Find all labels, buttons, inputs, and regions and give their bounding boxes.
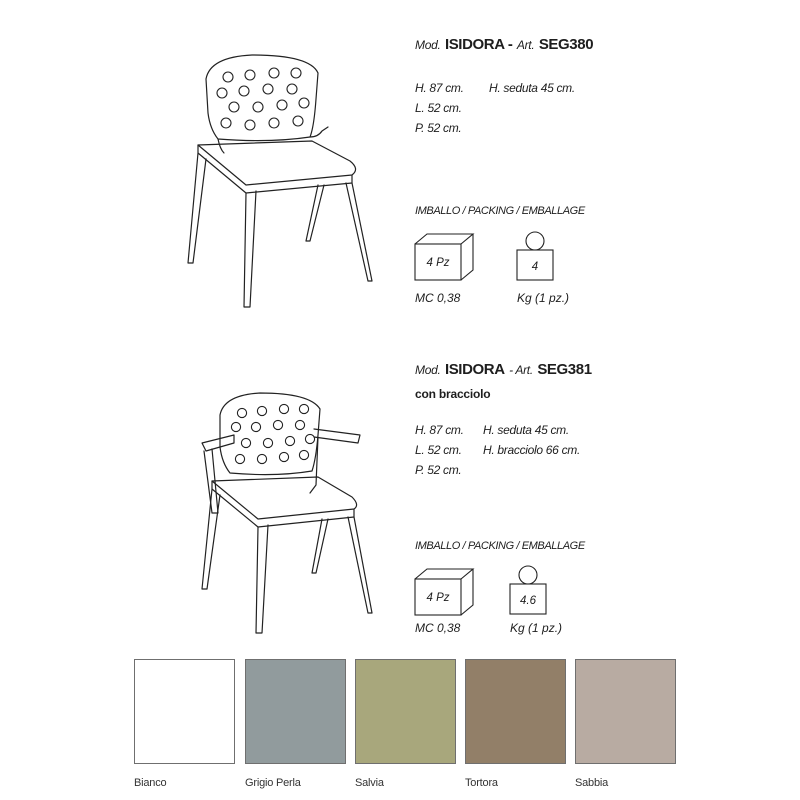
product-title-seg381 xyxy=(415,361,592,379)
product-title-seg380 xyxy=(415,36,593,54)
box-icon xyxy=(413,567,475,617)
mod-label: Mod. xyxy=(415,38,441,52)
color-swatch-salvia xyxy=(355,659,456,764)
weight-icon xyxy=(515,230,555,282)
box-quantity: 4 Pz xyxy=(426,257,450,269)
box-quantity: 4 Pz xyxy=(426,592,450,604)
dim-width: L. 52 cm. xyxy=(415,443,462,457)
packing-header: IMBALLO / PACKING / EMBALLAGE xyxy=(415,205,585,217)
art-label: - Art. xyxy=(509,363,533,377)
dim-depth: P. 52 cm. xyxy=(415,463,462,477)
dim-seat-height: H. seduta 45 cm. xyxy=(489,81,575,95)
color-swatch-grigio-perla xyxy=(245,659,346,764)
product-subtitle: con bracciolo xyxy=(415,387,491,401)
weight-icon xyxy=(508,564,548,616)
model-name: ISIDORA xyxy=(444,361,505,378)
box-icon xyxy=(413,232,475,282)
color-name: Salvia xyxy=(355,777,384,789)
color-name: Grigio Perla xyxy=(245,777,301,789)
chair-drawing-seg381 xyxy=(190,385,380,645)
weight-value: 4.6 xyxy=(520,595,536,607)
dim-height: H. 87 cm. xyxy=(415,81,464,95)
dim-height: H. 87 cm. xyxy=(415,423,464,437)
color-swatch-tortora xyxy=(465,659,566,764)
color-swatch-bianco xyxy=(134,659,235,764)
art-label: Art. xyxy=(516,38,535,52)
dim-arm-height: H. bracciolo 66 cm. xyxy=(483,443,581,457)
article-code: SEG381 xyxy=(537,361,592,378)
dim-seat-height: H. seduta 45 cm. xyxy=(483,423,569,437)
weight-value: 4 xyxy=(531,261,539,273)
packing-header: IMBALLO / PACKING / EMBALLAGE xyxy=(415,540,585,552)
dim-width: L. 52 cm. xyxy=(415,101,462,115)
box-volume: MC 0,38 xyxy=(415,291,461,305)
color-name: Bianco xyxy=(134,777,167,789)
color-name: Tortora xyxy=(465,777,498,789)
weight-label: Kg (1 pz.) xyxy=(510,621,563,635)
color-name: Sabbia xyxy=(575,777,609,789)
dim-depth: P. 52 cm. xyxy=(415,121,462,135)
color-swatch-sabbia xyxy=(575,659,676,764)
mod-label: Mod. xyxy=(415,363,441,377)
box-volume: MC 0,38 xyxy=(415,621,461,635)
model-name: ISIDORA - xyxy=(444,36,513,53)
weight-label: Kg (1 pz.) xyxy=(517,291,570,305)
backrest-holes xyxy=(217,68,309,130)
chair-drawing-seg380 xyxy=(170,45,380,315)
article-code: SEG380 xyxy=(538,36,594,53)
